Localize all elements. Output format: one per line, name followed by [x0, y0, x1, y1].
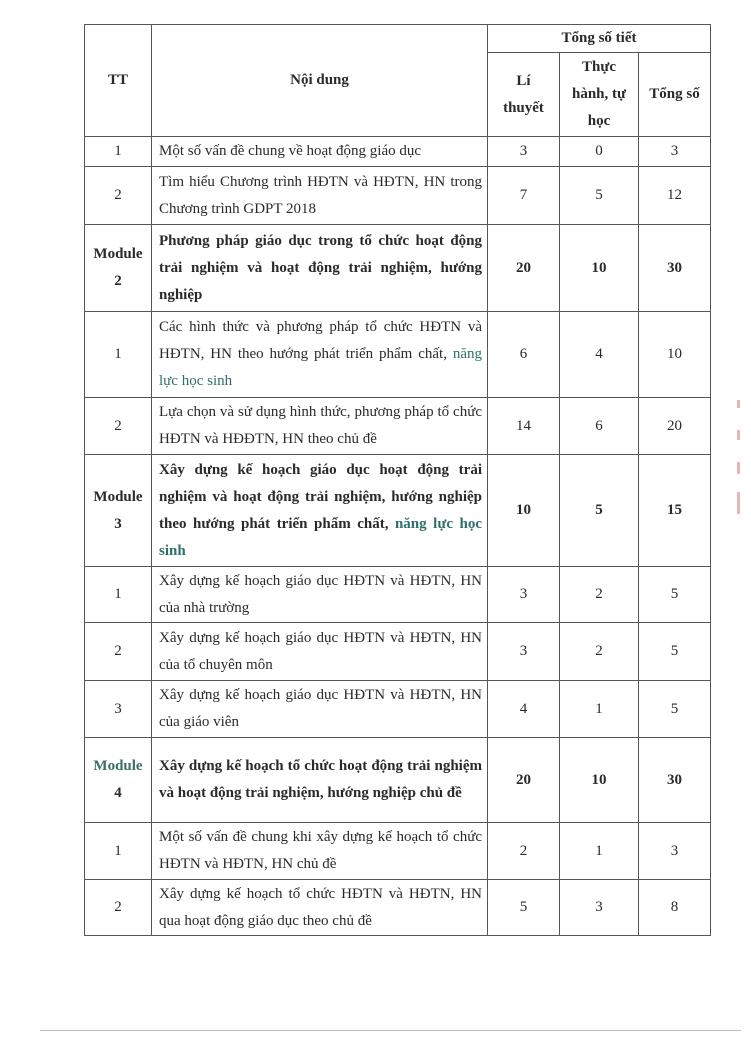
- table-row: [85, 823, 711, 880]
- header-total-hours: Tổng số tiết: [488, 25, 711, 53]
- row-total: 5: [639, 681, 711, 738]
- row-theory: 5: [488, 880, 560, 936]
- header-content: Nội dung: [152, 25, 488, 137]
- row-total: 3: [639, 137, 711, 167]
- row-total: 20: [639, 398, 711, 455]
- row-practice: 10: [560, 225, 639, 312]
- row-practice: 0: [560, 137, 639, 167]
- row-total: 3: [639, 823, 711, 880]
- row-content: Lựa chọn và sử dụng hình thức, phương pháp tổ chức HĐTN và HĐĐTN, HN theo chủ đề: [152, 398, 488, 455]
- row-content: Các hình thức và phương pháp tổ chức HĐTN và HĐTN, HN theo hướng phát triển phẩm chất, năng lực học sinh: [152, 312, 488, 398]
- row-tt: 1: [85, 823, 152, 880]
- row-total: 15: [639, 455, 711, 567]
- row-theory: 14: [488, 398, 560, 455]
- module-row: [85, 225, 711, 312]
- row-total: 5: [639, 623, 711, 681]
- row-tt: 1: [85, 312, 152, 398]
- module-label: Module 4: [85, 738, 152, 823]
- module-title: Phương pháp giáo dục trong tổ chức hoạt động trải nghiệm và hoạt động trải nghiệm, hướng nghiệp: [152, 225, 488, 312]
- row-practice: 5: [560, 167, 639, 225]
- module-label: Module 3: [85, 455, 152, 567]
- row-content: Một số vấn đề chung khi xây dựng kế hoạch tổ chức HĐTN và HĐTN, HN chủ đề: [152, 823, 488, 880]
- row-tt: 1: [85, 137, 152, 167]
- row-tt: 2: [85, 398, 152, 455]
- header-total: Tổng số: [639, 53, 711, 137]
- header-theory: Lí thuyết: [488, 53, 560, 137]
- row-practice: 4: [560, 312, 639, 398]
- row-theory: 4: [488, 681, 560, 738]
- row-theory: 20: [488, 738, 560, 823]
- row-tt: 3: [85, 681, 152, 738]
- row-theory: 3: [488, 623, 560, 681]
- row-theory: 10: [488, 455, 560, 567]
- row-total: 8: [639, 880, 711, 936]
- table-row: [85, 623, 711, 681]
- row-total: 5: [639, 567, 711, 623]
- row-total: 12: [639, 167, 711, 225]
- row-practice: 6: [560, 398, 639, 455]
- scan-margin-mark: [737, 430, 740, 440]
- table-row: [85, 167, 711, 225]
- row-tt: 2: [85, 623, 152, 681]
- table-row: [85, 681, 711, 738]
- module-row: [85, 455, 711, 567]
- scan-margin-mark: [737, 400, 740, 408]
- table-row: [85, 398, 711, 455]
- row-practice: 2: [560, 567, 639, 623]
- row-tt: 2: [85, 167, 152, 225]
- table-row: [85, 137, 711, 167]
- row-theory: 6: [488, 312, 560, 398]
- row-content: Xây dựng kế hoạch giáo dục HĐTN và HĐTN, HN của nhà trường: [152, 567, 488, 623]
- row-theory: 20: [488, 225, 560, 312]
- module-label: Module 2: [85, 225, 152, 312]
- header-tt: TT: [85, 25, 152, 137]
- table-row: [85, 567, 711, 623]
- curriculum-table: [84, 24, 711, 936]
- page-bottom-rule: [40, 1030, 741, 1031]
- module-title: Xây dựng kế hoạch giáo dục hoạt động trải nghiệm và hoạt động trải nghiệm, hướng nghiệp theo hướng phát triển phẩm chất, năng lực học sinh: [152, 455, 488, 567]
- row-theory: 7: [488, 167, 560, 225]
- table-row: [85, 880, 711, 936]
- row-content: Xây dựng kế hoạch tổ chức HĐTN và HĐTN, HN qua hoạt động giáo dục theo chủ đề: [152, 880, 488, 936]
- row-theory: 3: [488, 137, 560, 167]
- row-theory: 3: [488, 567, 560, 623]
- row-theory: 2: [488, 823, 560, 880]
- row-tt: 1: [85, 567, 152, 623]
- row-content: Xây dựng kế hoạch giáo dục HĐTN và HĐTN, HN của giáo viên: [152, 681, 488, 738]
- row-practice: 3: [560, 880, 639, 936]
- row-practice: 1: [560, 823, 639, 880]
- row-practice: 2: [560, 623, 639, 681]
- row-total: 10: [639, 312, 711, 398]
- scan-margin-mark: [737, 462, 740, 474]
- row-total: 30: [639, 738, 711, 823]
- row-content: Xây dựng kế hoạch giáo dục HĐTN và HĐTN, HN của tổ chuyên môn: [152, 623, 488, 681]
- row-tt: 2: [85, 880, 152, 936]
- scan-margin-mark: [737, 492, 740, 514]
- module-title: Xây dựng kế hoạch tổ chức hoạt động trải nghiệm và hoạt động trải nghiệm, hướng nghiệp chủ đề: [152, 738, 488, 823]
- row-total: 30: [639, 225, 711, 312]
- row-practice: 1: [560, 681, 639, 738]
- row-practice: 5: [560, 455, 639, 567]
- row-content: Một số vấn đề chung về hoạt động giáo dục: [152, 137, 488, 167]
- row-content: Tìm hiểu Chương trình HĐTN và HĐTN, HN trong Chương trình GDPT 2018: [152, 167, 488, 225]
- table-row: [85, 312, 711, 398]
- module-row: [85, 738, 711, 823]
- header-practice: Thực hành, tự học: [560, 53, 639, 137]
- row-practice: 10: [560, 738, 639, 823]
